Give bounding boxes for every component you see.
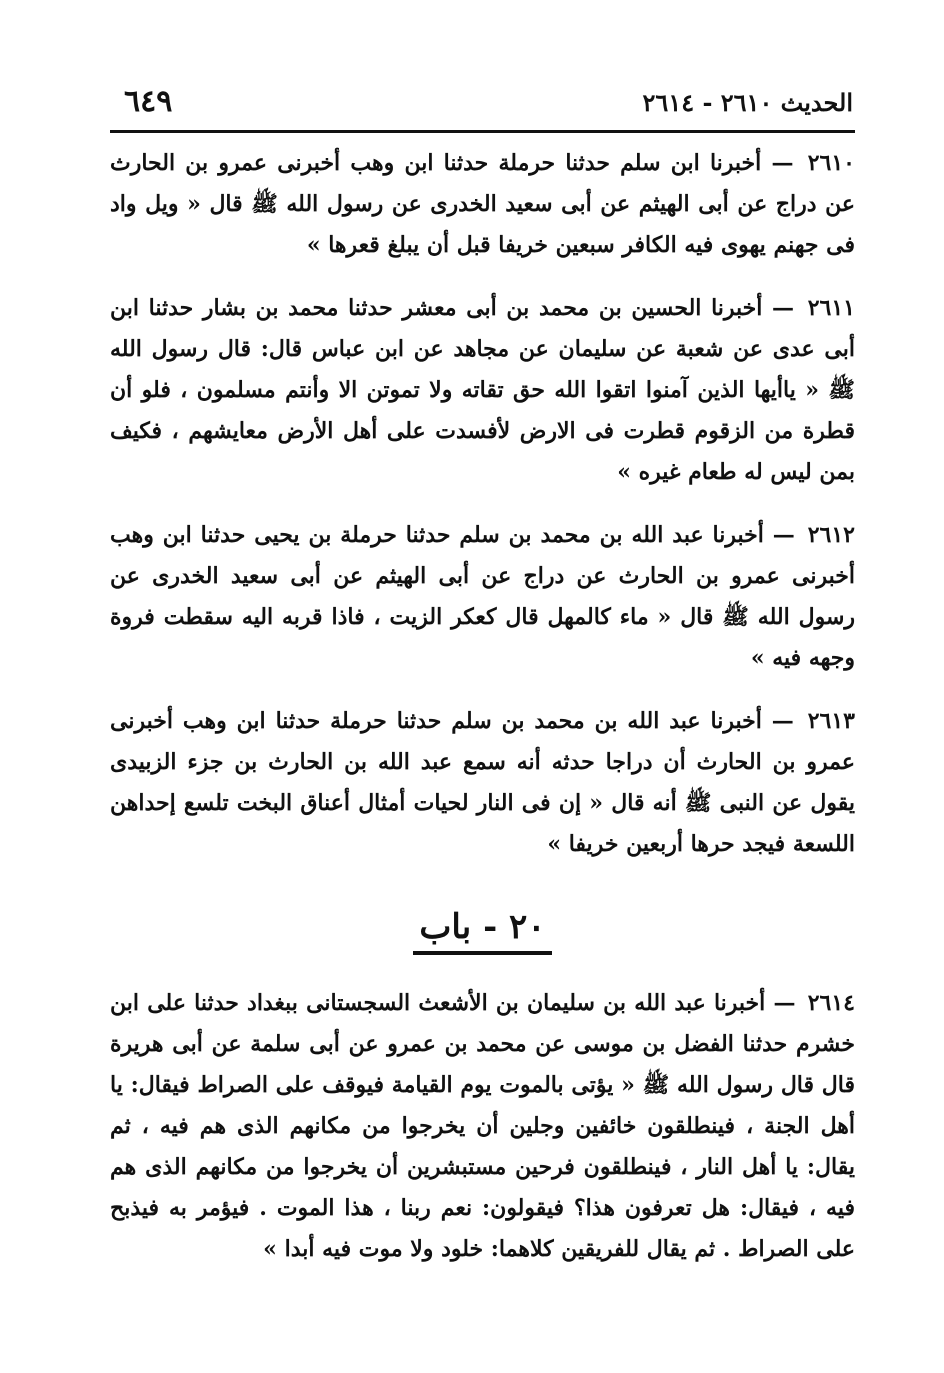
hadith-number: ٢٦١١ [807,295,855,321]
hadith-text: — أخبرنا ابن سلم حدثنا حرملة حدثنا ابن وهب أخبرنى عمرو بن الحارث عن دراج عن أبى الهيثم عن أبى سعيد الخدرى عن رسول الله ﷺ قال « ويل واد فى جهنم يهوى فيه الكافر سبعين خريفا قبل أن يبلغ قعرها » [110,150,855,258]
header-title: الحديث ٢٦١٠ - ٢٦١٤ [642,88,853,117]
hadith-entry [110,288,855,493]
running-header [110,80,855,133]
hadith-number: ٢٦١٢ [807,522,855,548]
hadith-text: — أخبرنا عبد الله بن سليمان بن الأشعث السجستانى ببغداد حدثنا على ابن خشرم حدثنا الفضل بن موسى عن محمد بن عمرو عن أبى سلمة عن أبى هريرة قال قال رسول الله ﷺ « يؤتى بالموت يوم القيامة فيوقف على الصراط فيقال: يا أهل الجنة ، فينطلقون خائفين وجلين أن يخرجوا من مكانهم الذى هم فيه ، ثم يقال: يا أهل النار ، فينطلقون فرحين مستبشرين أن يخرجوا من مكانهم الذى هم فيه ، فيقال: هل تعرفون هذا؟ فيقولون: نعم ربنا ، هذا الموت . فيؤمر به فيذبح على الصراط . ثم يقال للفريقين كلاهما: خلود ولا موت فيه أبدا » [110,990,855,1262]
hadith-text: — أخبرنا عبد الله بن محمد بن سلم حدثنا حرملة حدثنا ابن وهب أخبرنى عمرو بن الحارث أن دراجا حدثه أنه سمع عبد الله بن الحارث بن جزء الزبيدى يقول عن النبى ﷺ أنه قال « إن فى النار لحيات أمثال أعناق البخت تلسع إحداهن اللسعة فيجد حرها أربعين خريفا » [110,708,855,857]
hadith-text: — أخبرنا الحسين بن محمد بن أبى معشر حدثنا محمد بن بشار حدثنا ابن أبى عدى عن شعبة عن سليمان عن مجاهد عن ابن عباس قال: قال رسول الله ﷺ « ياأيها الذين آمنوا اتقوا الله حق تقاته ولا تموتن الا وأنتم مسلمون ، فلو أن قطرة من الزقوم قطرت فى الارض لأفسدت على أهل الأرض معايشهم ، فكيف بمن ليس له طعام غيره » [110,295,855,485]
section-heading-text: ٢٠ - باب [413,905,551,955]
hadith-number: ٢٦١٠ [807,150,855,176]
hadith-entry [110,983,855,1270]
hadith-number: ٢٦١٤ [807,990,855,1016]
book-page [110,80,855,1300]
hadith-entry [110,701,855,865]
page-number: ٦٤٩ [124,84,173,119]
hadith-number: ٢٦١٣ [807,708,855,734]
hadith-entry [110,515,855,679]
hadith-text: — أخبرنا عبد الله بن محمد بن سلم حدثنا حرملة بن يحيى حدثنا ابن وهب أخبرنى عمرو بن الحارث عن دراج عن أبى الهيثم عن أبى سعيد الخدرى عن رسول الله ﷺ قال « ماء كالمهل قال كعكر الزيت ، فاذا قربه اليه سقطت فروة وجهه فيه » [110,522,855,671]
section-heading [110,905,855,955]
hadith-entry [110,143,855,266]
